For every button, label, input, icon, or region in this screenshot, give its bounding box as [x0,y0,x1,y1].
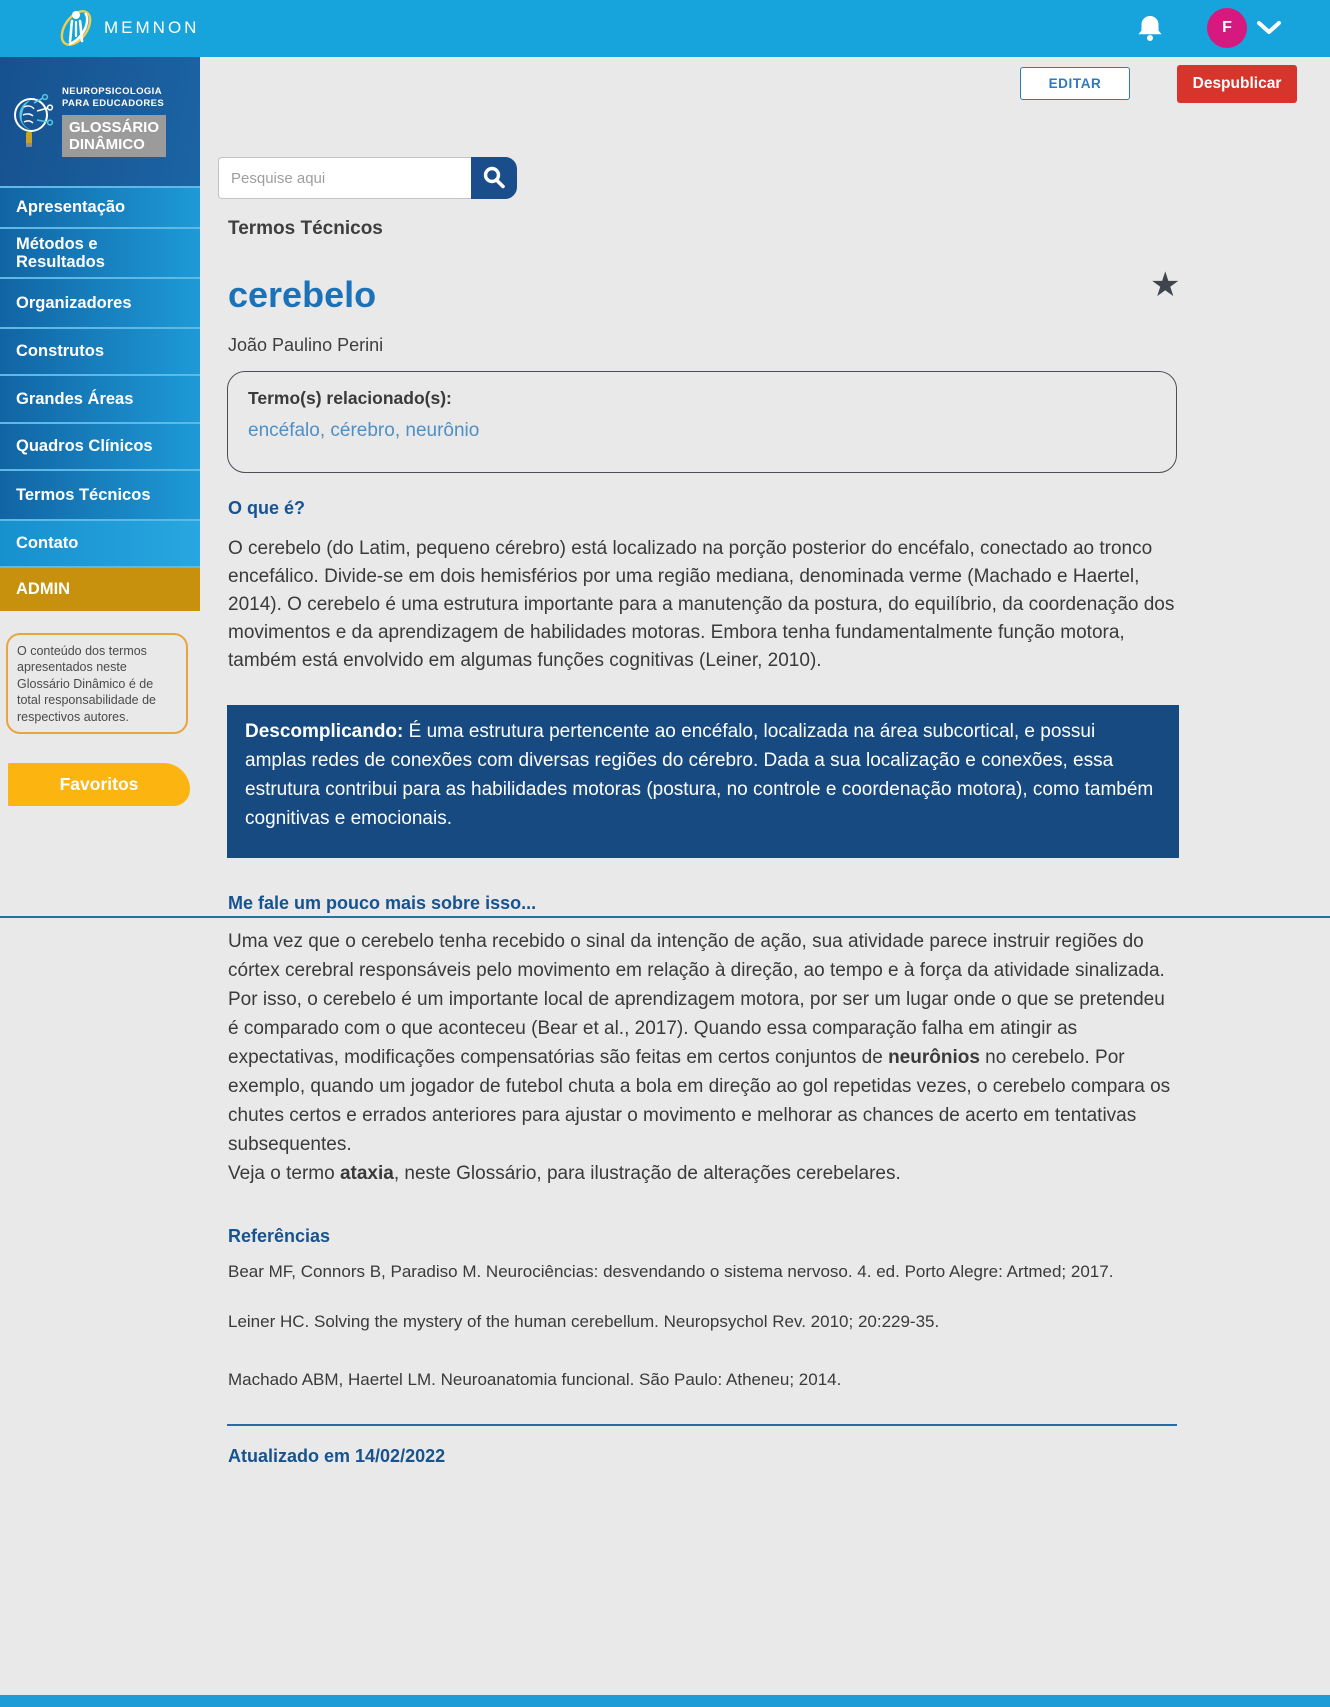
disclaimer-note: O conteúdo dos termos apresentados neste Glossário Dinâmico é de total responsabilidade de respectivos autores. [6,633,188,734]
references-heading: Referências [228,1226,331,1246]
bell-icon [1135,13,1165,43]
sidebar-item-organizadores[interactable]: Organizadores [0,277,200,327]
reference-item: Bear MF, Connors B, Paradiso M. Neurociências: desvendando o sistema nervoso. 4. ed. Porto Alegre: Artmed; 2017. [228,1262,1114,1281]
sidebar-item-apresentacao[interactable]: Apresentação [0,186,200,227]
search-button[interactable] [471,157,517,199]
references-divider [227,1424,1177,1426]
search-input[interactable] [218,157,471,199]
top-header [0,0,1330,57]
logo-subtitle-line2: PARA EDUCADORES [62,98,165,109]
avatar-initial: F [1222,19,1232,36]
breadcrumb: Termos Técnicos [228,218,383,239]
reference-item: Leiner HC. Solving the mystery of the human cerebellum. Neuropsychol Rev. 2010; 20:229-35. [228,1312,940,1331]
brand-text: MEMNON [104,18,200,37]
page-title: cerebelo [228,274,377,315]
memnon-logo[interactable] [55,6,199,50]
glossary-logo-icon [10,89,56,155]
simplify-body: É uma estrutura pertencente ao encéfalo, localizada na área subcortical, e possui amplas redes de conexões com diversas regiões do cérebro. Dada a sua localização e conexões, essa estrutura contribui para as habilidades motoras (postura, no controle e coordenação motora), como também cognitivas e emocionais. [245,721,1154,829]
search-bar [218,157,517,199]
updated-date: Atualizado em 14/02/2022 [228,1446,446,1466]
related-term-link[interactable]: neurônio [405,420,480,441]
sidebar-item-contato[interactable]: Contato [0,519,200,566]
more-body: Uma vez que o cerebelo tenha recebido o sinal da intenção de ação, sua atividade parece instruir regiões do córtex cerebral responsáveis pelo movimento em relação à direção, ao tempo e à força da atividade sinalizada. Por isso, o cerebelo é um importante local de aprendizagem motora, por ser um lugar onde o que se pretendeu é comparado com o que aconteceu (Bear et al., 2017). Quando essa comparação falha em atingir as expectativas, modificações compensatórias são feitas em certos conjuntos de neurônios no cerebelo. Por exemplo, quando um jogador de futebol chuta a bola em direção ao gol repetidas vezes, o cerebelo compara os chutes certos e errados anteriores para ajustar o movimento e melhorar as chances de acerto em tentativas subsequentes. Veja o termo ataxia, neste Glossário, para ilustração de alterações cerebelares. [228,931,1171,1184]
simplify-box [227,705,1179,858]
related-terms-box [227,371,1177,473]
glossario-badge: GLOSSÁRIO DINÂMICO [62,115,166,157]
favorites-button[interactable]: Favoritos [8,763,190,806]
reference-item: Machado ABM, Haertel LM. Neuroanatomia funcional. São Paulo: Atheneu; 2014. [228,1370,842,1389]
simplify-label: Descomplicando: [245,721,404,742]
sidebar-item-quadros-clinicos[interactable]: Quadros Clínicos [0,422,200,469]
logo-subtitle-line1: NEUROPSICOLOGIA [62,86,162,97]
chevron-down-icon [1256,20,1282,36]
bottom-bar [0,1695,1330,1707]
sidebar-item-metodos-resultados[interactable]: Métodos e Resultados [0,227,200,277]
author: João Paulino Perini [228,335,384,355]
sidebar-item-grandes-areas[interactable]: Grandes Áreas [0,374,200,422]
sidebar-nav [0,186,200,611]
related-terms-list: encéfalo, cérebro, neurônio [248,420,480,441]
favorite-star-icon[interactable]: ★ [1150,266,1181,304]
section-heading-more: Me fale um pouco mais sobre isso... [228,893,537,913]
account-menu-button[interactable] [1256,20,1282,39]
sidebar-logo[interactable] [0,57,200,186]
related-terms-label: Termo(s) relacionado(s): [248,388,452,408]
section-heading-what: O que é? [228,498,306,518]
unpublish-button[interactable]: Despublicar [1177,65,1297,103]
avatar[interactable] [1207,8,1247,48]
sidebar-item-termos-tecnicos[interactable]: Termos Técnicos [0,469,200,519]
related-term-link[interactable]: encéfalo [248,420,320,441]
related-term-link[interactable]: cérebro [330,420,395,441]
section-divider [0,916,1330,918]
edit-button[interactable]: EDITAR [1020,67,1130,100]
what-body: O cerebelo (do Latim, pequeno cérebro) está localizado na porção posterior do encéfalo, conectado ao tronco encefálico. Divide-se em dois hemisférios por uma região mediana, denominada verme (Machado e Haertel, 2014). O cerebelo é uma estrutura importante para a manutenção da postura, do equilíbrio, da coordenação dos movimentos e da aprendizagem de habilidades motoras. Embora tenha fundamentalmente função motora, também está envolvido em algumas funções cognitivas (Leiner, 2010). [228,538,1175,671]
notifications-button[interactable] [1135,13,1165,46]
sidebar-item-admin[interactable]: ADMIN [0,566,200,611]
search-icon [481,165,507,191]
memnon-logo-icon [55,6,97,50]
sidebar-item-construtos[interactable]: Construtos [0,327,200,374]
